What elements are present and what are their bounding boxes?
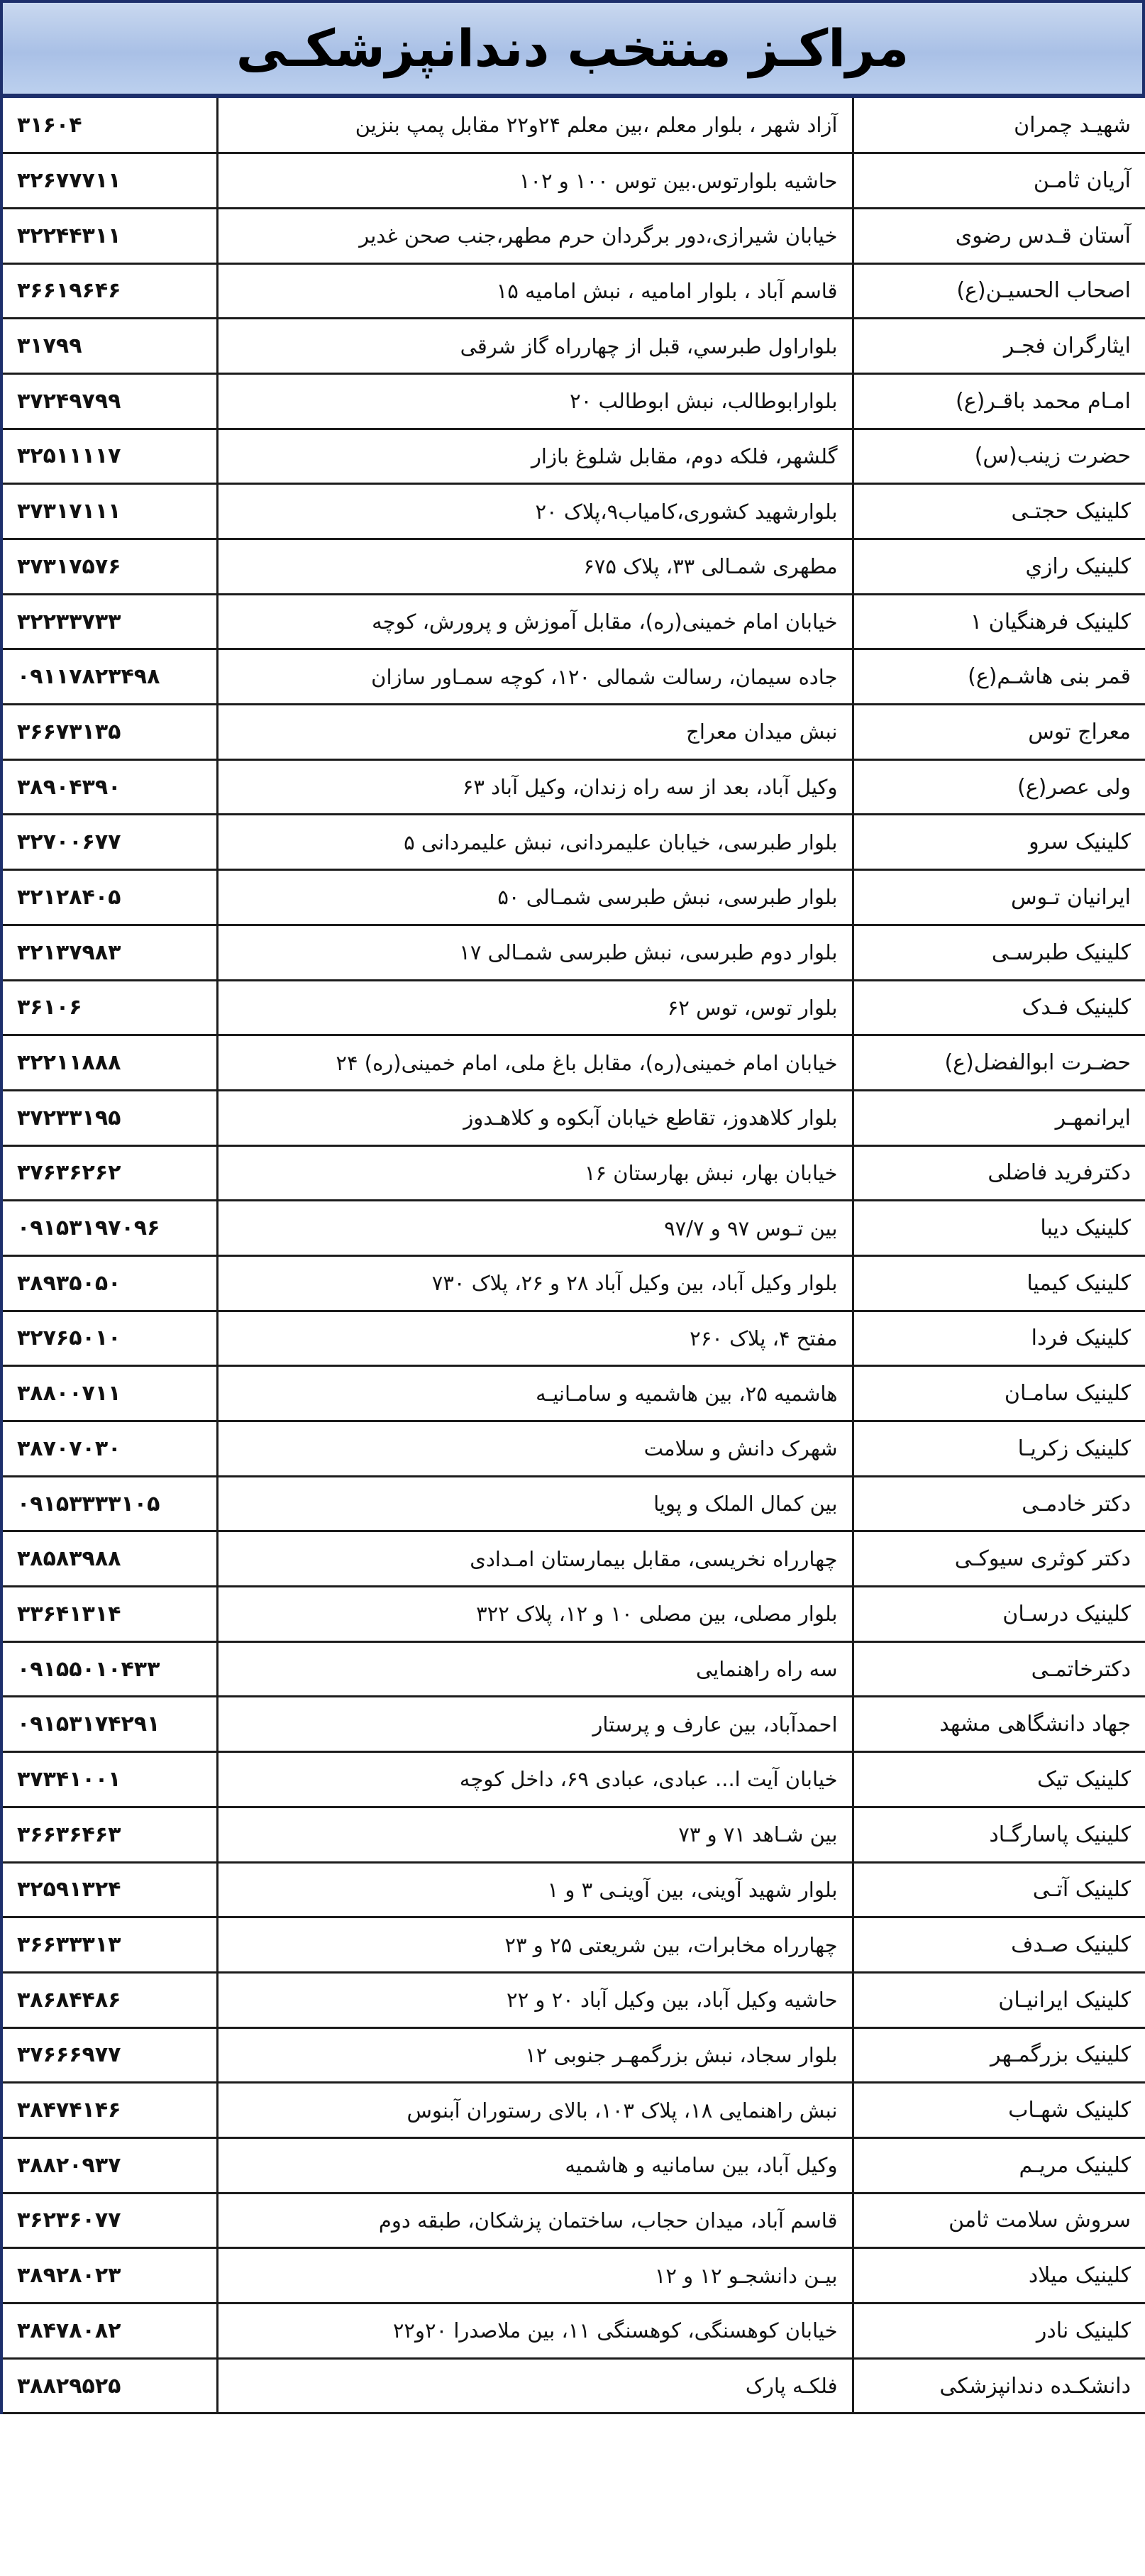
clinic-address: سه راه راهنمایی xyxy=(217,1641,853,1697)
table-row xyxy=(1,1255,1145,1311)
clinic-name: کلینیک دیبا xyxy=(853,1201,1145,1256)
clinic-name: ایرانیان تـوس xyxy=(853,870,1145,925)
phone-number: ۳۸۴۷۴۱۴۶ xyxy=(1,2083,217,2138)
phone-number: ۰۹۱۵۳۱۷۴۲۹۱ xyxy=(1,1697,217,1752)
clinic-address: خیابان شیرازی،دور برگردان حرم مطهر،جنب صحن غدیر xyxy=(217,208,853,263)
clinic-address: قاسم آباد ، بلوار امامیه ، نبش امامیه ۱۵ xyxy=(217,263,853,319)
clinic-address: بلوار شهید آوینی، بین آوینـی ۳ و ۱ xyxy=(217,1862,853,1917)
clinic-name: کلینیک تیک xyxy=(853,1752,1145,1807)
clinic-address: بلوار طبرسی، خیابان علیمردانی، نبش علیمردانی ۵ xyxy=(217,815,853,870)
clinic-address: خیابان کوهسنگی، کوهسنگی ۱۱، بین ملاصدرا ۲۰و۲۲ xyxy=(217,2303,853,2359)
table-row xyxy=(1,208,1145,263)
clinic-address: وکیل آباد، بین سامانیه و هاشمیه xyxy=(217,2137,853,2193)
clinic-address: بلوارشهید کشوری،کامیاب۹،پلاک ۲۰ xyxy=(217,484,853,539)
phone-number: ۳۸۹۲۸۰۲۳ xyxy=(1,2248,217,2303)
clinic-name: کلینیک نادر xyxy=(853,2303,1145,2359)
phone-number: ۳۲۵۱۱۱۱۷ xyxy=(1,429,217,484)
clinic-name: دانشکـده دندانپزشکی xyxy=(853,2358,1145,2413)
table-row xyxy=(1,2193,1145,2248)
clinic-address: نبش راهنمایی ۱۸، پلاک ۱۰۳، بالای رستوران آبنوس xyxy=(217,2083,853,2138)
phone-number: ۳۸۴۷۸۰۸۲ xyxy=(1,2303,217,2359)
table-row xyxy=(1,539,1145,595)
clinic-name: حضـرت ابوالفضل(ع) xyxy=(853,1035,1145,1091)
phone-number: ۳۲۱۲۸۴۰۵ xyxy=(1,870,217,925)
phone-number: ۳۸۸۲۹۵۲۵ xyxy=(1,2358,217,2413)
table-row xyxy=(1,1697,1145,1752)
table-row xyxy=(1,373,1145,429)
phone-number: ۳۸۸۲۰۹۳۷ xyxy=(1,2137,217,2193)
phone-number: ۳۱۶۰۴ xyxy=(1,98,217,153)
table-row xyxy=(1,1917,1145,1973)
table-row xyxy=(1,1145,1145,1201)
clinic-name: سروش سلامت ثامن xyxy=(853,2193,1145,2248)
table-row xyxy=(1,705,1145,760)
table-row xyxy=(1,2027,1145,2083)
clinic-address: گلشهر، فلکه دوم، مقابل شلوغ بازار xyxy=(217,429,853,484)
clinic-name: کلینیک کیمیا xyxy=(853,1255,1145,1311)
clinic-address: احمدآباد، بین عارف و پرستار xyxy=(217,1697,853,1752)
clinic-address: خیابان بهار، نبش بهارستان ۱۶ xyxy=(217,1145,853,1201)
clinic-name: کلینیک بزرگمـهر xyxy=(853,2027,1145,2083)
clinic-address: جاده سیمان، رسالت شمالی ۱۲۰، کوچه سمـاور سازان xyxy=(217,649,853,705)
phone-number: ۳۲۲۱۱۸۸۸ xyxy=(1,1035,217,1091)
phone-number: ۰۹۱۵۵۰۱۰۴۳۳ xyxy=(1,1641,217,1697)
table-row xyxy=(1,1090,1145,1145)
clinic-name: کلینیک فردا xyxy=(853,1311,1145,1366)
phone-number: ۳۸۸۰۰۷۱۱ xyxy=(1,1366,217,1421)
clinic-address: بلوار وکیل آباد، بین وکیل آباد ۲۸ و ۲۶، پلاک ۷۳۰ xyxy=(217,1255,853,1311)
table-row xyxy=(1,1201,1145,1256)
phone-number: ۳۷۲۳۳۱۹۵ xyxy=(1,1090,217,1145)
phone-number: ۳۲۷۰۰۶۷۷ xyxy=(1,815,217,870)
clinic-address: آزاد شهر ، بلوار معلم ،بین معلم ۲۴و۲۲ مقابل پمپ بنزین xyxy=(217,98,853,153)
clinic-name: کلینیک سامـان xyxy=(853,1366,1145,1421)
clinic-rows xyxy=(1,98,1145,2413)
phone-number: ۳۶۶۷۳۱۳۵ xyxy=(1,705,217,760)
clinic-name: آریان ثامـن xyxy=(853,153,1145,209)
clinic-address: بلوار توس، توس ۶۲ xyxy=(217,980,853,1035)
phone-number: ۳۸۵۸۳۹۸۸ xyxy=(1,1531,217,1587)
clinic-address: بلوارابوطالب، نبش ابوطالب ۲۰ xyxy=(217,373,853,429)
clinic-name: کلینیک آتـی xyxy=(853,1862,1145,1917)
phone-number: ۰۹۱۱۷۸۲۳۴۹۸ xyxy=(1,649,217,705)
phone-number: ۳۶۶۱۹۶۴۶ xyxy=(1,263,217,319)
phone-number: ۳۸۹۰۴۳۹۰ xyxy=(1,759,217,815)
clinic-address: نبش میدان معراج xyxy=(217,705,853,760)
table-row xyxy=(1,2303,1145,2359)
table-row xyxy=(1,1587,1145,1642)
clinic-address: هاشمیه ۲۵، بین هاشمیه و سامـانیـه xyxy=(217,1366,853,1421)
clinic-address: بلوار دوم طبرسی، نبش طبرسی شمـالی ۱۷ xyxy=(217,925,853,980)
table-row xyxy=(1,594,1145,649)
clinic-name: کلینیک رازي xyxy=(853,539,1145,595)
phone-number: ۳۸۶۸۴۴۸۶ xyxy=(1,1972,217,2027)
clinic-name: دکترفرید فاضلی xyxy=(853,1145,1145,1201)
phone-number: ۳۲۲۴۴۳۱۱ xyxy=(1,208,217,263)
clinic-name: دکتر خادمـی xyxy=(853,1476,1145,1531)
clinic-address: شهرک دانش و سلامت xyxy=(217,1421,853,1477)
clinic-name: کلینیک ایرانیـان xyxy=(853,1972,1145,2027)
clinic-name: ولی عصر(ع) xyxy=(853,759,1145,815)
clinic-address: خیابان امام خمینی(ره)، مقابل باغ ملی، امام خمینی(ره) ۲۴ xyxy=(217,1035,853,1091)
clinic-table xyxy=(0,98,1145,2414)
phone-number: ۳۷۳۱۷۱۱۱ xyxy=(1,484,217,539)
clinic-address: حاشیه بلوارتوس.بین توس ۱۰۰ و ۱۰۲ xyxy=(217,153,853,209)
clinic-name: کلینیک حجتـی xyxy=(853,484,1145,539)
clinic-name: اصحاب الحسیـن(ع) xyxy=(853,263,1145,319)
table-row xyxy=(1,1862,1145,1917)
phone-number: ۳۷۲۴۹۷۹۹ xyxy=(1,373,217,429)
clinic-address: چهارراه نخریسی، مقابل بیمارستان امـدادی xyxy=(217,1531,853,1587)
table-row xyxy=(1,759,1145,815)
table-row xyxy=(1,1752,1145,1807)
clinic-address: بلوار سجاد، نبش بزرگمهـر جنوبی ۱۲ xyxy=(217,2027,853,2083)
table-row xyxy=(1,484,1145,539)
table-row xyxy=(1,1035,1145,1091)
phone-number: ۳۶۶۳۶۴۶۳ xyxy=(1,1807,217,1862)
clinic-name: کلینیک درسـان xyxy=(853,1587,1145,1642)
phone-number: ۳۲۶۷۷۷۱۱ xyxy=(1,153,217,209)
table-row xyxy=(1,2358,1145,2413)
table-row xyxy=(1,1641,1145,1697)
clinic-name: معراج توس xyxy=(853,705,1145,760)
clinic-address: فلکـه پارک xyxy=(217,2358,853,2413)
clinic-name: ایثارگران فجـر xyxy=(853,319,1145,374)
table-row xyxy=(1,2137,1145,2193)
table-row xyxy=(1,98,1145,153)
phone-number: ۳۳۶۴۱۳۱۴ xyxy=(1,1587,217,1642)
clinic-address: بلوار مصلی، بین مصلی ۱۰ و ۱۲، پلاک ۳۲۲ xyxy=(217,1587,853,1642)
phone-number: ۳۶۲۳۶۰۷۷ xyxy=(1,2193,217,2248)
clinic-address: بیـن دانشجـو ۱۲ و ۱۲ xyxy=(217,2248,853,2303)
table-row xyxy=(1,1972,1145,2027)
table-row xyxy=(1,1807,1145,1862)
clinic-address: بین شـاهد ۷۱ و ۷۳ xyxy=(217,1807,853,1862)
clinic-name: کلینیک فـدک xyxy=(853,980,1145,1035)
clinic-name: کلینیک شهـاب xyxy=(853,2083,1145,2138)
clinic-name: شهیـد چمران xyxy=(853,98,1145,153)
table-row xyxy=(1,153,1145,209)
phone-number: ۳۱۷۹۹ xyxy=(1,319,217,374)
clinic-address: مفتح ۴، پلاک ۲۶۰ xyxy=(217,1311,853,1366)
table-row xyxy=(1,925,1145,980)
clinic-name: کلینیک صـدف xyxy=(853,1917,1145,1973)
phone-number: ۳۶۱۰۶ xyxy=(1,980,217,1035)
table-row xyxy=(1,2083,1145,2138)
clinic-name: امـام محمد باقـر(ع) xyxy=(853,373,1145,429)
clinic-name: کلینیک طبرسـی xyxy=(853,925,1145,980)
clinic-name: دکترخاتمـی xyxy=(853,1641,1145,1697)
clinic-name: دکتر کوثری سیوکـی xyxy=(853,1531,1145,1587)
table-row xyxy=(1,2248,1145,2303)
phone-number: ۳۲۷۶۵۰۱۰ xyxy=(1,1311,217,1366)
clinic-address: مطهری شمـالی ۳۳، پلاک ۶۷۵ xyxy=(217,539,853,595)
clinic-address: خیابان آیت ا... عبادی، عبادی ۶۹، داخل کوچه xyxy=(217,1752,853,1807)
clinic-name: کلینیک زکریـا xyxy=(853,1421,1145,1477)
phone-number: ۳۲۲۳۳۷۳۳ xyxy=(1,594,217,649)
clinic-name: ایرانمهـر xyxy=(853,1090,1145,1145)
clinic-address: قاسم آباد، میدان حجاب، ساختمان پزشکان، طبقه دوم xyxy=(217,2193,853,2248)
table-row xyxy=(1,1366,1145,1421)
table-row xyxy=(1,649,1145,705)
phone-number: ۳۶۶۳۳۳۱۳ xyxy=(1,1917,217,1973)
page-title: مراکـز منتخب دندانپزشکـی xyxy=(236,18,909,78)
phone-number: ۳۷۶۳۶۲۶۲ xyxy=(1,1145,217,1201)
clinic-address: خیابان امام خمینی(ره)، مقابل آموزش و پرورش، کوچه xyxy=(217,594,853,649)
clinic-address: بلواراول طبرسي، قبل از چهارراه گاز شرقی xyxy=(217,319,853,374)
table-row xyxy=(1,870,1145,925)
clinic-address: بلوار کلاهدوز، تقاطع خیابان آبکوه و کلاهـدوز xyxy=(217,1090,853,1145)
clinic-name: جهاد دانشگاهی مشهد xyxy=(853,1697,1145,1752)
phone-number: ۳۷۳۴۱۰۰۱ xyxy=(1,1752,217,1807)
table-row xyxy=(1,1531,1145,1587)
table-row xyxy=(1,263,1145,319)
title-banner xyxy=(0,0,1145,98)
phone-number: ۳۸۷۰۷۰۳۰ xyxy=(1,1421,217,1477)
clinic-name: حضرت زینب(س) xyxy=(853,429,1145,484)
clinic-name: کلینیک میلاد xyxy=(853,2248,1145,2303)
clinic-address: وکیل آباد، بعد از سه راه زندان، وکیل آباد ۶۳ xyxy=(217,759,853,815)
clinic-name: کلینیک فرهنگیان ۱ xyxy=(853,594,1145,649)
table-row xyxy=(1,1476,1145,1531)
phone-number: ۳۸۹۳۵۰۵۰ xyxy=(1,1255,217,1311)
phone-number: ۳۲۵۹۱۳۲۴ xyxy=(1,1862,217,1917)
clinic-name: قمر بنی هاشـم(ع) xyxy=(853,649,1145,705)
phone-number: ۰۹۱۵۳۳۳۳۱۰۵ xyxy=(1,1476,217,1531)
clinic-address: بین تـوس ۹۷ و ۹۷/۷ xyxy=(217,1201,853,1256)
table-row xyxy=(1,815,1145,870)
clinic-name: کلینیک مریـم xyxy=(853,2137,1145,2193)
table-row xyxy=(1,319,1145,374)
clinic-name: کلینیک سرو xyxy=(853,815,1145,870)
phone-number: ۳۲۱۳۷۹۸۳ xyxy=(1,925,217,980)
clinic-address: بلوار طبرسی، نبش طبرسی شمـالی ۵۰ xyxy=(217,870,853,925)
table-row xyxy=(1,1311,1145,1366)
clinic-name: آستان قـدس رضوی xyxy=(853,208,1145,263)
phone-number: ۰۹۱۵۳۱۹۷۰۹۶ xyxy=(1,1201,217,1256)
table-row xyxy=(1,1421,1145,1477)
table-row xyxy=(1,429,1145,484)
clinic-name: کلینیک پاسارگـاد xyxy=(853,1807,1145,1862)
phone-number: ۳۷۶۶۶۹۷۷ xyxy=(1,2027,217,2083)
clinic-address: چهارراه مخابرات، بین شریعتی ۲۵ و ۲۳ xyxy=(217,1917,853,1973)
clinic-address: حاشیه وکیل آباد، بین وکیل آباد ۲۰ و ۲۲ xyxy=(217,1972,853,2027)
phone-number: ۳۷۳۱۷۵۷۶ xyxy=(1,539,217,595)
clinic-address: بین کمال الملک و پویا xyxy=(217,1476,853,1531)
table-row xyxy=(1,980,1145,1035)
